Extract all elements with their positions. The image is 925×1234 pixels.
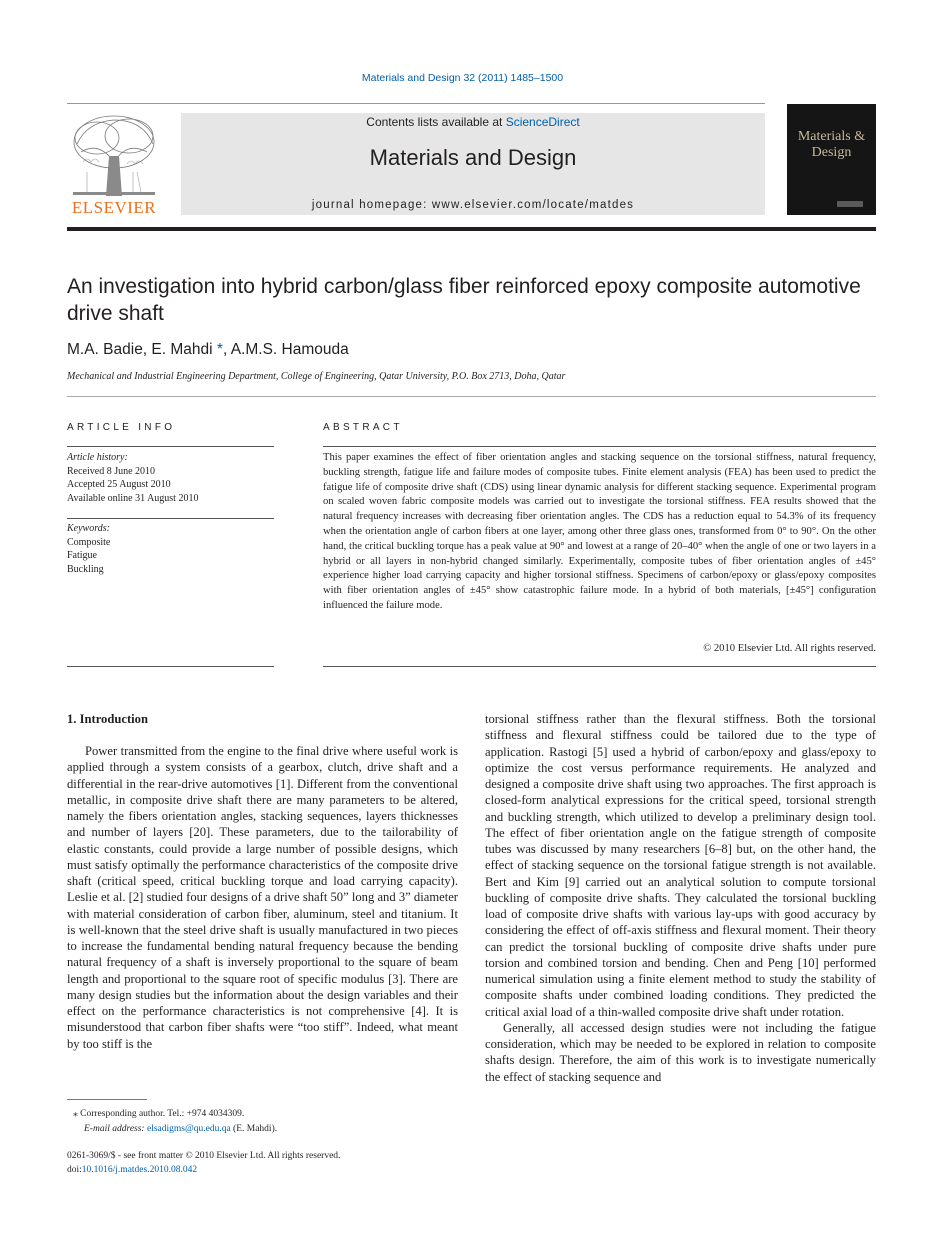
history-label: Article history: — [67, 452, 128, 463]
journal-title: Materials and Design — [369, 145, 577, 170]
title-divider — [67, 396, 876, 397]
keyword-item: Composite — [67, 536, 111, 548]
history-accepted: Accepted 25 August 2010 — [67, 479, 171, 490]
journal-masthead — [181, 113, 765, 215]
intro-paragraph-2: Generally, all accessed design studies were not including the fatigue consideration, which may be needed to be explored in relation to composite shafts design. Therefore, the aim of this work is to investigate numerically the effect of stacking sequence and — [485, 1020, 876, 1084]
abstract-bottom-rule — [323, 666, 876, 667]
authors-first: M.A. Badie, E. Mahdi — [67, 341, 217, 358]
email-label: E-mail address: — [84, 1124, 147, 1134]
cover-publisher-strip — [837, 201, 863, 207]
keyword-item: Fatigue — [67, 550, 97, 561]
section-heading-introduction: 1. Introduction — [67, 712, 148, 726]
contents-line — [181, 115, 765, 129]
article-history — [67, 451, 274, 505]
doi-link[interactable]: 10.1016/j.matdes.2010.08.042 — [81, 1164, 198, 1175]
article-info-bottom-rule — [67, 666, 274, 667]
article-info-rule — [67, 446, 274, 447]
journal-cover-thumbnail[interactable] — [787, 104, 876, 215]
author-email-link[interactable]: elsadigms@qu.edu.qa — [146, 1124, 231, 1134]
corresponding-author-mark[interactable]: * — [216, 341, 223, 358]
keywords-block — [67, 522, 274, 576]
article-info-heading: ARTICLE INFO — [67, 422, 176, 433]
keywords-label: Keywords: — [67, 523, 110, 534]
history-online: Available online 31 August 2010 — [67, 492, 199, 504]
abstract-heading: ABSTRACT — [323, 422, 403, 433]
corresponding-author-footnote — [67, 1107, 277, 1137]
journal-homepage[interactable]: journal homepage: www.elsevier.com/locate/matdes — [311, 199, 635, 211]
keyword-item: Buckling — [67, 563, 104, 575]
footnote-corresponding: Corresponding author. Tel.: +974 4034309. — [80, 1109, 245, 1119]
keywords-rule — [67, 518, 274, 519]
body-column-left — [67, 711, 458, 1052]
doi-label: doi: — [67, 1164, 82, 1175]
intro-paragraph-1: Power transmitted from the engine to the final drive where useful work is applied through a system consists of a gearbox, clutch, drive shaft and a differential in the rear-drive automotives [1]. Different from the conventional metallic, in composite drive shaft there are many parameters to be altered, namely the fibers orientation angles, stacking sequences, layers thicknesses and number of layers [20]. These parameters, due to the tailorability of elastic constants, could provide a large number of possible designs, which must satisfy optimally the performance characteristics of the composite drive shaft (critical speed, critical buckling torque and load carrying capacity). Leslie et al. [2] studied four designs of a drive shaft 50” long and 3” diameter with material consideration of carbon fiber, aluminum, steel and titanium. It is well-known that the steel drive shaft is usually manufactured in two pieces to increase the fundamental bending natural frequency because the bending natural frequency of a shaft is inversely proportional to the square of beam length and proportional to the square root of specific modulus [3]. There are many design studies but the information about the design variables and their effect on the performance characteristics is not comprehensive [4]. It is misunderstood that carbon fiber shafts were “too stiff”. Indeed, what meant by too stiff is the — [67, 744, 458, 1051]
body-column-right — [485, 711, 876, 1085]
authors-rest: , A.M.S. Hamouda — [222, 341, 349, 358]
author-affiliation: Mechanical and Industrial Engineering Department, College of Engineering, Qatar University, P.O. Box 2713, Doha, Qatar — [67, 371, 566, 382]
intro-paragraph-continued: torsional stiffness rather than the flexural stiffness. Both the torsional stiffness and flexural stiffness could be tailored due to the type of application. Rastogi [5] used a hybrid of carbon/epoxy and glass/epoxy to optimize the cost versus performance requirements. He analyzed and designed a composite drive shaft using two approaches. The first approach is closed-form analytical expressions for the critical speed, torsional strength and buckling strength, which utilized to develop a preliminary design tool. The effect of fiber orientation angle on the fatigue strength of composite tubes was discussed by many researchers [6–8] but, on the other hand, the effect of stacking sequence on the torsional fatigue strength is not available. Bert and Kim [9] carried out an analytical solution to compute torsional buckling of composite drive shafts. They calculated the torsional buckling load of composite drive shafts with various lay-ups with good accuracy by considering the effect of off-axis stiffness and flexural moment. Their theory can predict the torsional buckling of composite drive shafts under pure torsion and combined torsion and bending. Chen and Peng [10] performed numerical simulation using a finite element method to study the stability of composite shafts under combined loading conditions. They predicted the critical axial load of a thin-walled composite drive shaft under rotation. — [485, 712, 876, 1019]
journal-reference[interactable]: Materials and Design 32 (2011) 1485–1500 — [361, 72, 564, 84]
contents-prefix: Contents lists available at — [366, 115, 506, 129]
issn-line: 0261-3069/$ - see front matter © 2010 Elsevier Ltd. All rights reserved. — [67, 1151, 341, 1161]
abstract-text: This paper examines the effect of fiber orientation angles and stacking sequence on the torsional stiffness, natural frequency, buckling strength, fatigue life and failure modes of composite tubes. Finite element analysis (FEA) has been used to predict the fatigue life of composite drive shaft (CDS) using linear dynamic analysis for different stacking sequence. Experimental program on scaled woven fabric composite models was carried out to investigate the torsional stiffness. FEA results showed that the natural frequency increases with decreasing fiber orientation angles. The CDS has a reduction equal to 54.3% of its frequency when the orientation angle of carbon fibers at one layer, among other three glass ones, transformed from 0° to 90°. On the other hand, the critical buckling torque has a peak value at 90° and lowest at a range of 20–40° when the angle of one or two layers in a hybrid or all layers in non-hybrid changed similarly. Experimentally, composite tubes of fiber orientation angles of ±45° experience higher load carrying capacity and higher torsional stiffness. Specimens of carbon/epoxy or glass/epoxy composites with fiber orientation angles of ±45° show catastrophic failure mode. In a hybrid of both materials, [±45°] configuration influenced the failure mode. — [323, 452, 876, 611]
header-divider — [67, 103, 765, 104]
author-list — [67, 341, 349, 359]
footnote-mark: ⁎ — [73, 1109, 78, 1119]
elsevier-wordmark[interactable]: ELSEVIER — [71, 198, 157, 217]
email-suffix: (E. Mahdi). — [230, 1124, 278, 1134]
abstract-copyright: © 2010 Elsevier Ltd. All rights reserved. — [703, 643, 876, 654]
abstract-rule — [323, 446, 876, 447]
header-thick-rule — [67, 227, 876, 231]
page-footer — [67, 1150, 340, 1177]
cover-title: Materials & Design — [797, 129, 866, 160]
article-title: An investigation into hybrid carbon/glass fiber reinforced epoxy composite automotive drive shaft — [67, 275, 861, 325]
history-received: Received 8 June 2010 — [67, 465, 156, 477]
sciencedirect-link[interactable]: ScienceDirect — [505, 115, 580, 129]
footnote-rule — [67, 1099, 147, 1100]
